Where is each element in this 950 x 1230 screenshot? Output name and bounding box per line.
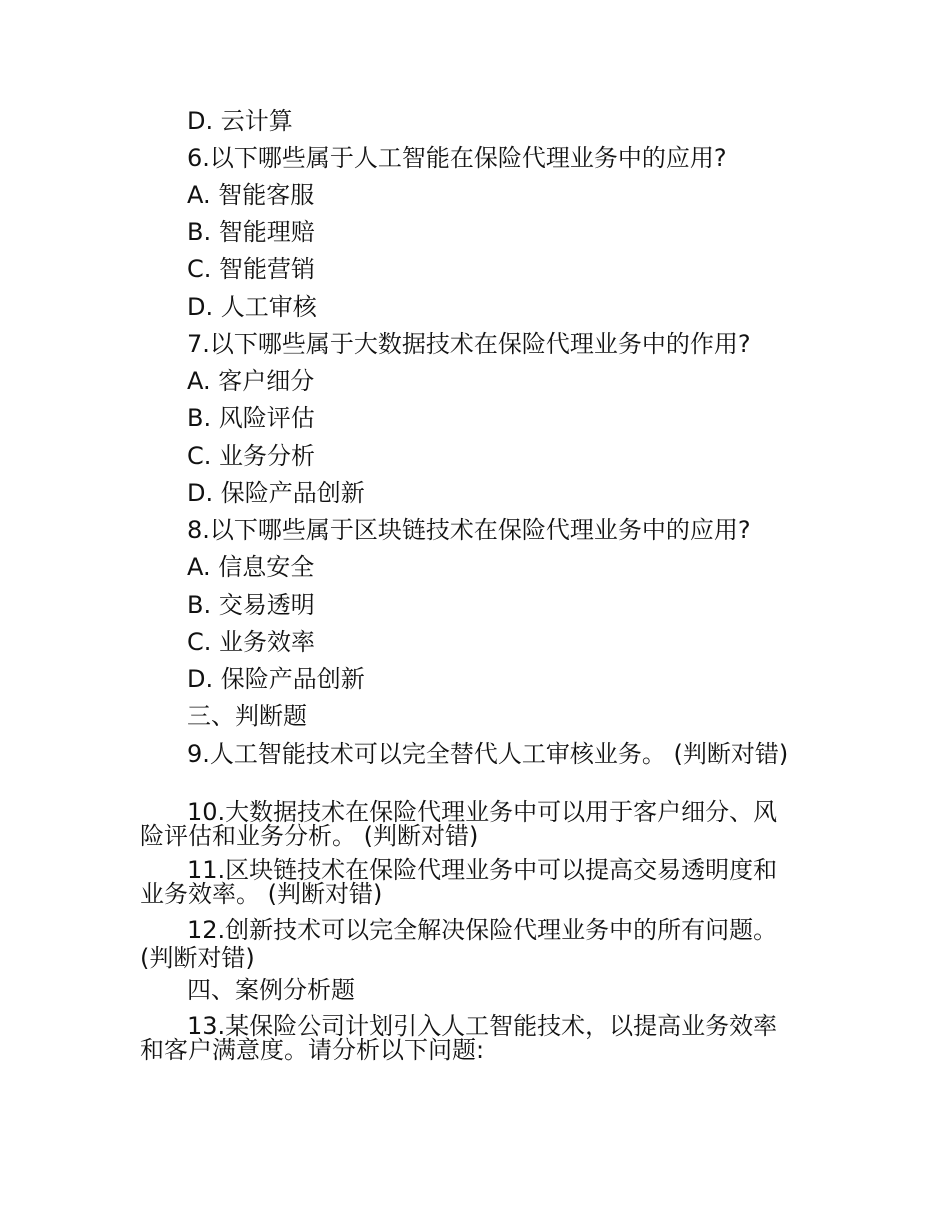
question-12: 12.创新技术可以完全解决保险代理业务中的所有问题。 (判断对错) — [140, 916, 778, 972]
option-7b: B. 风险评估 — [187, 404, 315, 432]
question-7: 7.以下哪些属于大数据技术在保险代理业务中的作用? — [187, 330, 751, 358]
option-8b: B. 交易透明 — [187, 591, 315, 619]
question-10: 10.大数据技术在保险代理业务中可以用于客户细分、风险评估和业务分析。 (判断对错) — [140, 798, 778, 850]
option-6a: A. 智能客服 — [187, 181, 315, 209]
section-heading-3: 三、判断题 — [187, 702, 307, 730]
option-7d: D. 保险产品创新 — [187, 479, 365, 507]
option-5d: D. 云计算 — [187, 107, 293, 135]
question-11: 11.区块链技术在保险代理业务中可以提高交易透明度和业务效率。 (判断对错) — [140, 856, 778, 908]
section-heading-4: 四、案例分析题 — [187, 976, 355, 1004]
option-7a: A. 客户细分 — [187, 367, 315, 395]
option-8d: D. 保险产品创新 — [187, 665, 365, 693]
question-8: 8.以下哪些属于区块链技术在保险代理业务中的应用? — [187, 516, 751, 544]
option-6c: C. 智能营销 — [187, 255, 316, 283]
option-6b: B. 智能理赔 — [187, 218, 315, 246]
question-6: 6.以下哪些属于人工智能在保险代理业务中的应用? — [187, 144, 727, 172]
option-7c: C. 业务分析 — [187, 442, 316, 470]
question-13: 13.某保险公司计划引入人工智能技术，以提高业务效率和客户满意度。请分析以下问题: — [140, 1012, 778, 1064]
option-6d: D. 人工审核 — [187, 293, 317, 321]
option-8c: C. 业务效率 — [187, 628, 316, 656]
question-9: 9.人工智能技术可以完全替代人工审核业务。 (判断对错) — [187, 740, 789, 768]
option-8a: A. 信息安全 — [187, 553, 315, 581]
